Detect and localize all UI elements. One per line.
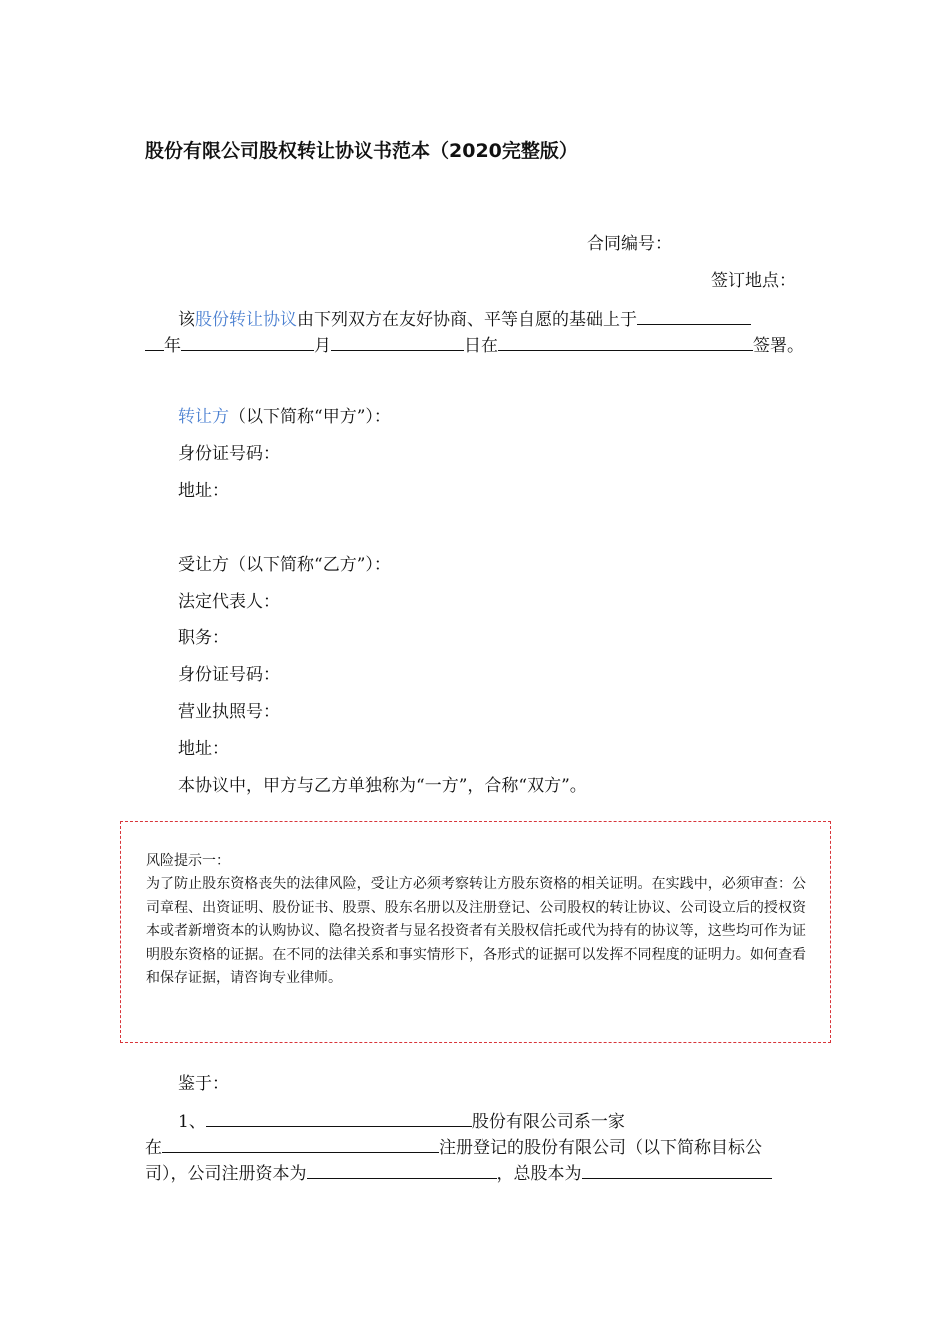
whereas-item-1-total-shares: ，总股本为 (496, 1164, 582, 1184)
party-b-title: 受让方（以下简称“乙方”）： (178, 555, 391, 575)
place-blank (498, 332, 753, 351)
risk-warning-text: 为了防止股东资格丧失的法律风险，受让方必须考察转让方股东资格的相关证明。在实践中，必须审查：公司章程、出资证明、股份证书、股票、股东名册以及注册登记、公司股权的转让协议、公司设立后的授权资本或者新增资本的认购协议、隐名投资者与显名投资者有关股权信托或代为持有的协议等，这些均可作为证明股东资格的证据。在不同的法律关系和事实情形下，各形式的证据可以发挥不同程度的证明力。如何查看和保存证据，请咨询专业律师。 (146, 876, 806, 986)
registration-place-blank (162, 1134, 439, 1153)
party-a-title-rest: （以下简称“甲方”）： (229, 407, 391, 427)
intro-prefix: 该 (178, 310, 195, 330)
month-blank (181, 332, 314, 351)
whereas-item-1-line-1 (178, 1108, 625, 1134)
party-a-address-label: 地址： (178, 481, 229, 501)
whereas-item-1-number: 1、 (178, 1112, 206, 1132)
sign-label: 签署。 (753, 336, 804, 356)
contract-number-label: 合同编号： (587, 234, 672, 254)
registered-capital-blank (307, 1160, 497, 1179)
party-a-title (178, 405, 391, 429)
sign-place-label: 签订地点： (711, 271, 796, 291)
whereas-item-1-in: 在 (145, 1138, 162, 1158)
party-b-position-label: 职务： (178, 628, 229, 648)
party-b-address-label: 地址： (178, 739, 229, 759)
whereas-item-1-capital: 司），公司注册资本为 (145, 1164, 307, 1184)
intro-line-2 (145, 332, 804, 358)
whereas-item-1-line-2 (145, 1134, 762, 1160)
date-blank (637, 306, 751, 325)
whereas-item-1-registered: 注册登记的股份有限公司（以下简称目标公 (439, 1138, 762, 1158)
parties-note: 本协议中，甲方与乙方单独称为“一方”，合称“双方”。 (178, 776, 587, 796)
intro-line-1 (178, 306, 751, 332)
party-b-license-label: 营业执照号： (178, 702, 280, 722)
year-label: 年 (164, 336, 181, 356)
total-shares-blank (582, 1160, 772, 1179)
party-b-id-label: 身份证号码： (178, 665, 280, 685)
whereas-item-1-company: 股份有限公司系一家 (471, 1112, 625, 1132)
whereas-item-1-line-3 (145, 1160, 772, 1186)
intro-middle: 由下列双方在友好协商、平等自愿的基础上于 (297, 310, 637, 330)
day-blank (331, 332, 464, 351)
share-transfer-agreement-link[interactable]: 股份转让协议 (195, 310, 297, 330)
document-title: 股份有限公司股权转让协议书范本（2020完整版） (145, 140, 578, 162)
day-label: 日在 (464, 336, 498, 356)
year-blank (145, 332, 164, 351)
party-a-id-label: 身份证号码： (178, 444, 280, 464)
risk-warning-title: 风险提示一： (146, 853, 230, 869)
month-label: 月 (314, 336, 331, 356)
whereas-label: 鉴于： (178, 1074, 229, 1094)
company-name-blank (206, 1108, 472, 1127)
transferor-link[interactable]: 转让方 (178, 407, 229, 427)
party-b-legal-rep-label: 法定代表人： (178, 592, 280, 612)
